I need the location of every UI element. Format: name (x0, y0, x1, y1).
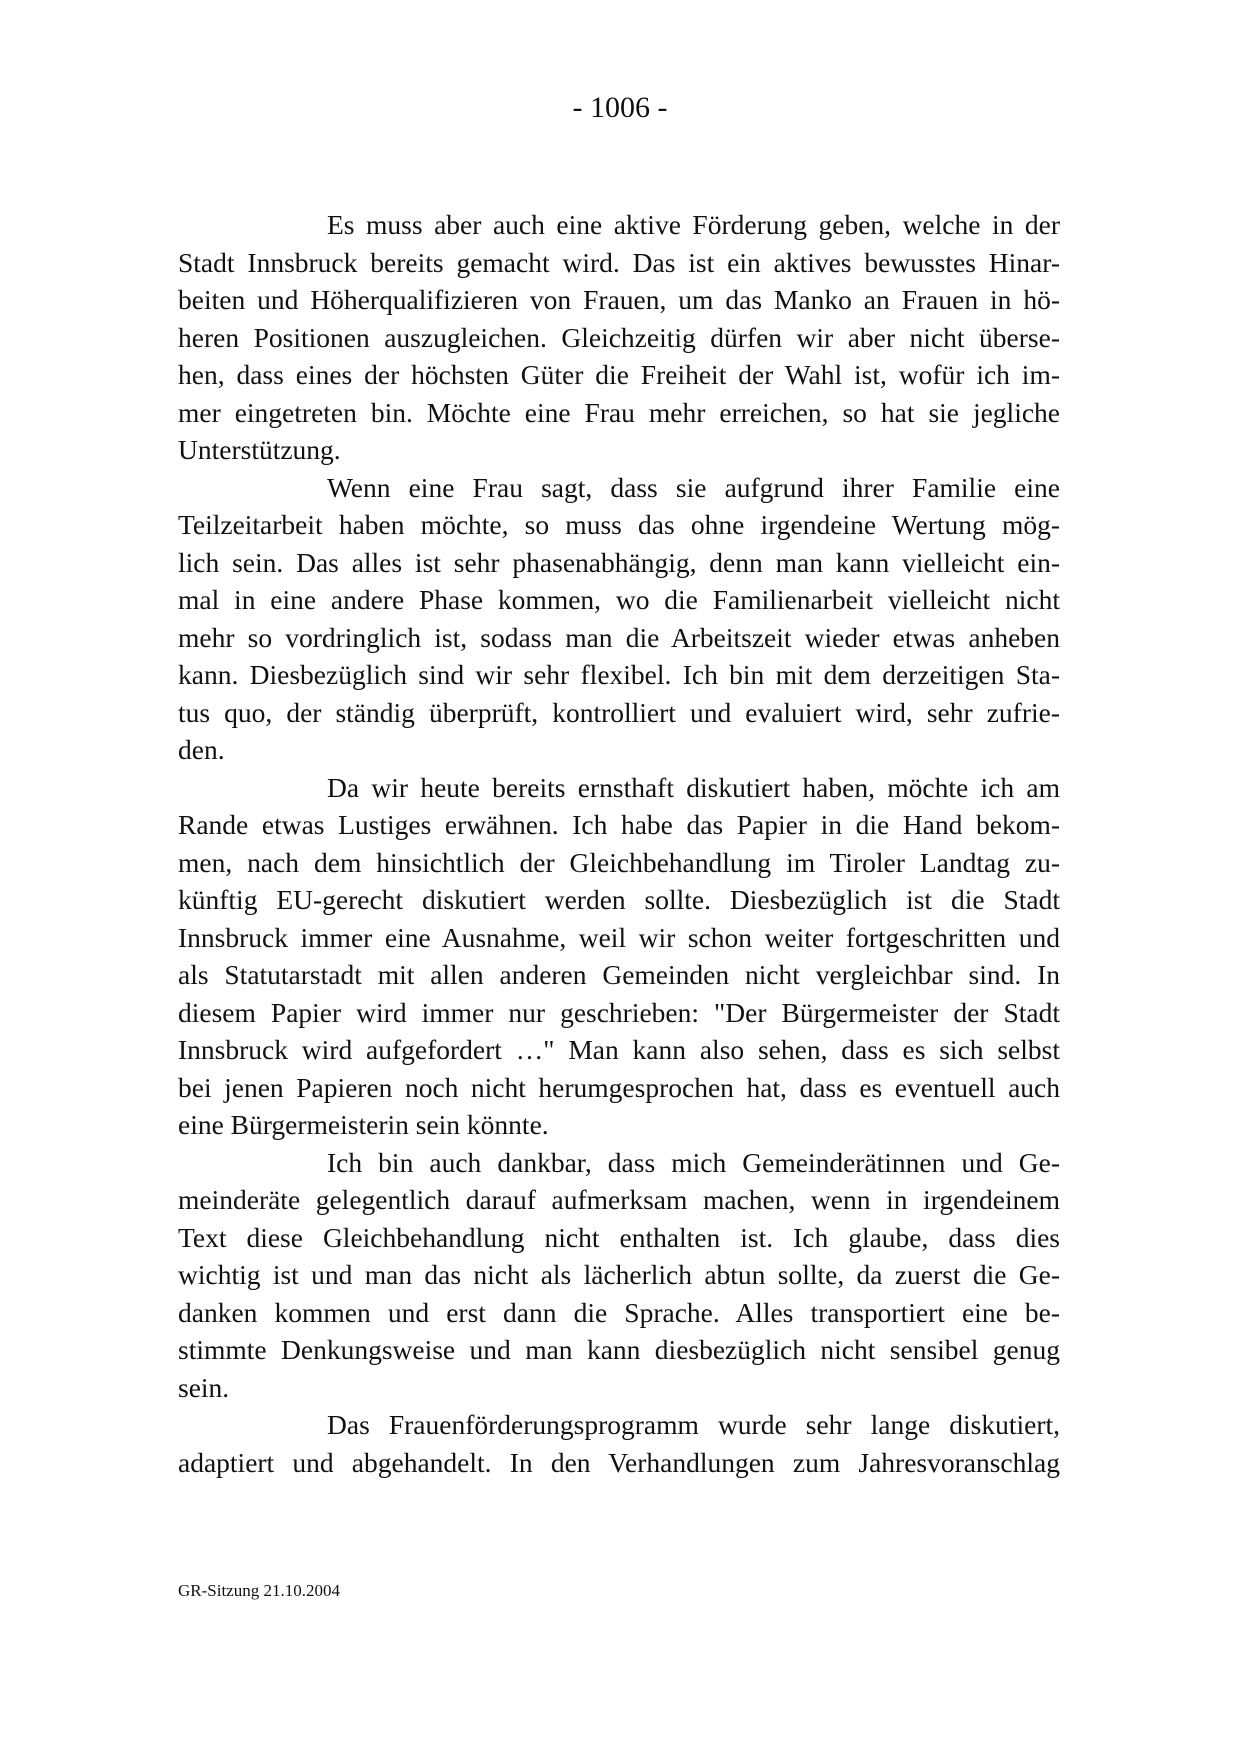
text-line: stimmte Denkungsweise und man kann diesbezüglich nicht sensibel genug (178, 1334, 1060, 1365)
text-line: Rande etwas Lustiges erwähnen. Ich habe das Papier in die Hand bekom- (178, 809, 1060, 840)
text-line: sein. (178, 1371, 230, 1403)
text-line: mal in eine andere Phase kommen, wo die Familienarbeit vielleicht nicht (178, 584, 1060, 615)
text-line: beiten und Höherqualifizieren von Frauen, um das Manko an Frauen in hö- (178, 284, 1060, 315)
footer-session-date: GR-Sitzung 21.10.2004 (178, 1581, 340, 1600)
text-line: heren Positionen auszugleichen. Gleichzeitig dürfen wir aber nicht überse- (178, 321, 1060, 353)
text-line: Wenn eine Frau sagt, dass sie aufgrund ihrer Familie eine (327, 471, 1060, 503)
text-line: danken kommen und erst dann die Sprache. Alles transportiert eine be- (178, 1296, 1060, 1328)
text-line: künftig EU-gerecht diskutiert werden sollte. Diesbezüglich ist die Stadt (178, 884, 1060, 915)
text-line: mer eingetreten bin. Möchte eine Frau mehr erreichen, so hat sie jegliche (178, 396, 1060, 428)
text-line: tus quo, der ständig überprüft, kontrolliert und evaluiert wird, sehr zufrie- (178, 696, 1060, 728)
text-line: Es muss aber auch eine aktive Förderung geben, welche in der (327, 209, 1060, 240)
body-text (178, 206, 1060, 1481)
text-line: Innsbruck wird aufgefordert …" Man kann also sehen, dass es sich selbst (178, 1034, 1060, 1065)
text-line: wichtig ist und man das nicht als lächerlich abtun sollte, da zuerst die Ge- (178, 1259, 1060, 1290)
text-line: mehr so vordringlich ist, sodass man die Arbeitszeit wieder etwas anheben (178, 621, 1060, 653)
text-line: men, nach dem hinsichtlich der Gleichbehandlung im Tiroler Landtag zu- (178, 846, 1060, 878)
paragraph (178, 1406, 1060, 1481)
text-line: Stadt Innsbruck bereits gemacht wird. Das ist ein aktives bewusstes Hinar- (178, 246, 1060, 278)
text-line: meinderäte gelegentlich darauf aufmerksam machen, wenn in irgendeinem (178, 1184, 1060, 1215)
text-line: bei jenen Papieren noch nicht herumgesprochen hat, dass es eventuell auch (178, 1071, 1060, 1103)
text-line: diesem Papier wird immer nur geschrieben: "Der Bürgermeister der Stadt (178, 996, 1060, 1028)
text-line: Da wir heute bereits ernsthaft diskutiert haben, möchte ich am (327, 771, 1060, 803)
text-line: adaptiert und abgehandelt. In den Verhandlungen zum Jahresvoranschlag (178, 1446, 1060, 1478)
paragraph (178, 469, 1060, 769)
text-line: Ich bin auch dankbar, dass mich Gemeinderätinnen und Ge- (327, 1146, 1060, 1178)
text-line: Innsbruck immer eine Ausnahme, weil wir schon weiter fortgeschritten und (178, 921, 1060, 953)
text-line: eine Bürgermeisterin sein könnte. (178, 1109, 549, 1140)
text-line: Teilzeitarbeit haben möchte, so muss das ohne irgendeine Wertung mög- (178, 509, 1060, 540)
text-line: den. (178, 734, 225, 765)
text-line: lich sein. Das alles ist sehr phasenabhängig, denn man kann vielleicht ein- (178, 546, 1060, 578)
text-line: hen, dass eines der höchsten Güter die Freiheit der Wahl ist, wofür ich im- (178, 359, 1060, 390)
page-number: - 1006 - (572, 91, 668, 124)
text-line: Unterstützung. (178, 434, 341, 465)
paragraph (178, 206, 1060, 469)
text-line: kann. Diesbezüglich sind wir sehr flexibel. Ich bin mit dem derzeitigen Sta- (178, 659, 1060, 690)
paragraph (178, 769, 1060, 1144)
paragraph (178, 1144, 1060, 1407)
text-line: als Statutarstadt mit allen anderen Gemeinden nicht vergleichbar sind. In (178, 959, 1060, 990)
text-line: Das Frauenförderungsprogramm wurde sehr lange diskutiert, (327, 1409, 1060, 1440)
text-line: Text diese Gleichbehandlung nicht enthalten ist. Ich glaube, dass dies (178, 1221, 1060, 1253)
